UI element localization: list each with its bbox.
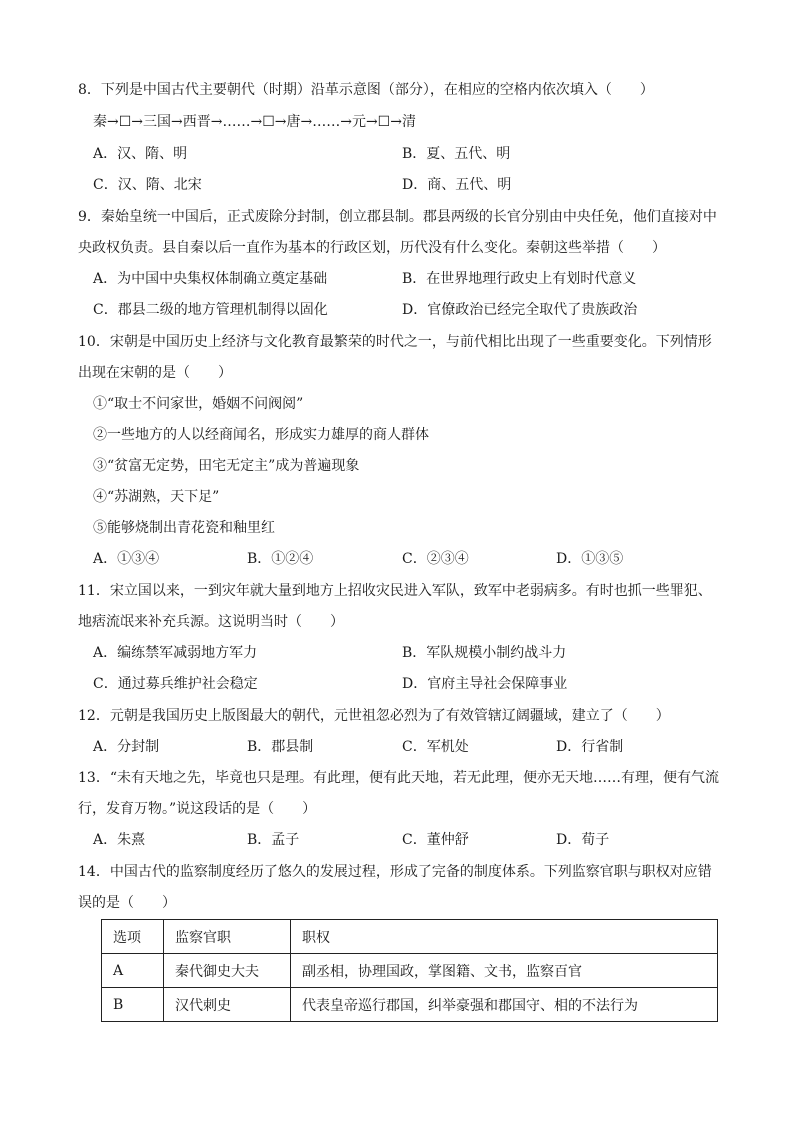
table-header-cell: 监察官职 [164,920,291,954]
q8-option-b[interactable]: B．夏、五代、明 [402,146,511,162]
table-header-cell: 职权 [291,920,718,954]
table-header-cell: 选项 [102,920,164,954]
q12-option-b[interactable]: B．郡县制 [247,739,314,755]
q8-sequence: 秦→☐→三国→西晋→……→☐→唐→……→元→☐→清 [93,114,416,130]
table-cell: 代表皇帝巡行郡国，纠举豪强和郡国守、相的不法行为 [291,988,718,1022]
q8-option-d[interactable]: D．商、五代、明 [402,177,512,193]
q9-option-a[interactable]: A．为中国中央集权体制确立奠定基础 [93,271,328,287]
table-row [102,988,718,1022]
q12-option-a[interactable]: A．分封制 [93,739,160,755]
q13-option-c[interactable]: C．董仲舒 [402,832,469,848]
table-header-row [102,920,718,954]
q8-option-a[interactable]: A．汉、隋、明 [93,146,188,162]
q10-option-b[interactable]: B．①②④ [247,551,314,567]
q13-stem-line1: 13．“未有天地之先，毕竟也只是理。有此理，便有此天地，若无此理，便亦无天地……有理，便有气流 [78,770,719,786]
q8-stem: 8．下列是中国古代主要朝代（时期）沿革示意图（部分），在相应的空格内依次填入（ ） [78,82,654,98]
table-cell: 秦代御史大夫 [164,954,291,988]
q11-option-c[interactable]: C．通过募兵维护社会稳定 [93,676,258,692]
q9-stem-line1: 9．秦始皇统一中国后，正式废除分封制，创立郡县制。郡县两级的长官分别由中央任免，他们直接对中 [78,209,717,225]
q10-item-1: ①“取士不问家世，婚姻不问阀阅” [93,396,304,412]
q11-stem-line1: 11．宋立国以来，一到灾年就大量到地方上招收灾民进入军队，致军中老弱病多。有时也抓一些罪犯、 [78,583,712,599]
q10-option-d[interactable]: D．①③⑤ [556,551,624,567]
table-cell: 汉代刺史 [164,988,291,1022]
q9-option-c[interactable]: C．郡县二级的地方管理机制得以固化 [93,302,328,318]
q14-stem-line1: 14．中国古代的监察制度经历了悠久的发展过程，形成了完备的制度体系。下列监察官职与职权对应错 [78,864,712,880]
q11-option-d[interactable]: D．官府主导社会保障事业 [402,676,568,692]
q13-option-a[interactable]: A．朱熹 [93,832,146,848]
q14-stem-line2: 误的是（ ） [78,895,176,911]
q12-stem: 12．元朝是我国历史上版图最大的朝代，元世祖忽必烈为了有效管辖辽阔疆域，建立了（ ） [78,708,670,724]
table-cell: B [102,988,164,1022]
q13-option-d[interactable]: D．荀子 [556,832,610,848]
q10-item-4: ④“苏湖熟，天下足” [93,489,220,505]
q10-item-2: ②一些地方的人以经商闻名，形成实力雄厚的商人群体 [93,427,429,443]
q13-stem-line2: 行，发育万物。”说这段话的是（ ） [78,801,317,817]
q9-option-b[interactable]: B．在世界地理行政史上有划时代意义 [402,271,637,287]
q11-option-b[interactable]: B．军队规模小制约战斗力 [402,645,567,661]
table-cell: A [102,954,164,988]
q10-stem-line2: 出现在宋朝的是（ ） [78,365,232,381]
table-cell: 副丞相，协理国政，掌图籍、文书，监察百官 [291,954,718,988]
q11-stem-line2: 地痞流氓来补充兵源。这说明当时（ ） [78,614,344,630]
q10-option-a[interactable]: A．①③④ [93,551,160,567]
q12-option-c[interactable]: C．军机处 [402,739,469,755]
q10-stem-line1: 10．宋朝是中国历史上经济与文化教育最繁荣的时代之一，与前代相比出现了一些重要变化。下列情形 [78,334,712,350]
table-row [102,954,718,988]
q12-option-d[interactable]: D．行省制 [556,739,624,755]
q10-item-3: ③“贫富无定势，田宅无定主”成为普遍现象 [93,458,360,474]
q11-option-a[interactable]: A．编练禁军减弱地方军力 [93,645,258,661]
q9-stem-line2: 央政权负责。县自秦以后一直作为基本的行政区划，历代没有什么变化。秦朝这些举措（ ） [78,240,666,256]
q10-item-5: ⑤能够烧制出青花瓷和釉里红 [93,520,275,536]
q9-option-d[interactable]: D．官僚政治已经完全取代了贵族政治 [402,302,638,318]
q8-option-c[interactable]: C．汉、隋、北宋 [93,177,202,193]
q10-option-c[interactable]: C．②③④ [402,551,469,567]
q13-option-b[interactable]: B．孟子 [247,832,300,848]
q14-table [101,919,718,1022]
